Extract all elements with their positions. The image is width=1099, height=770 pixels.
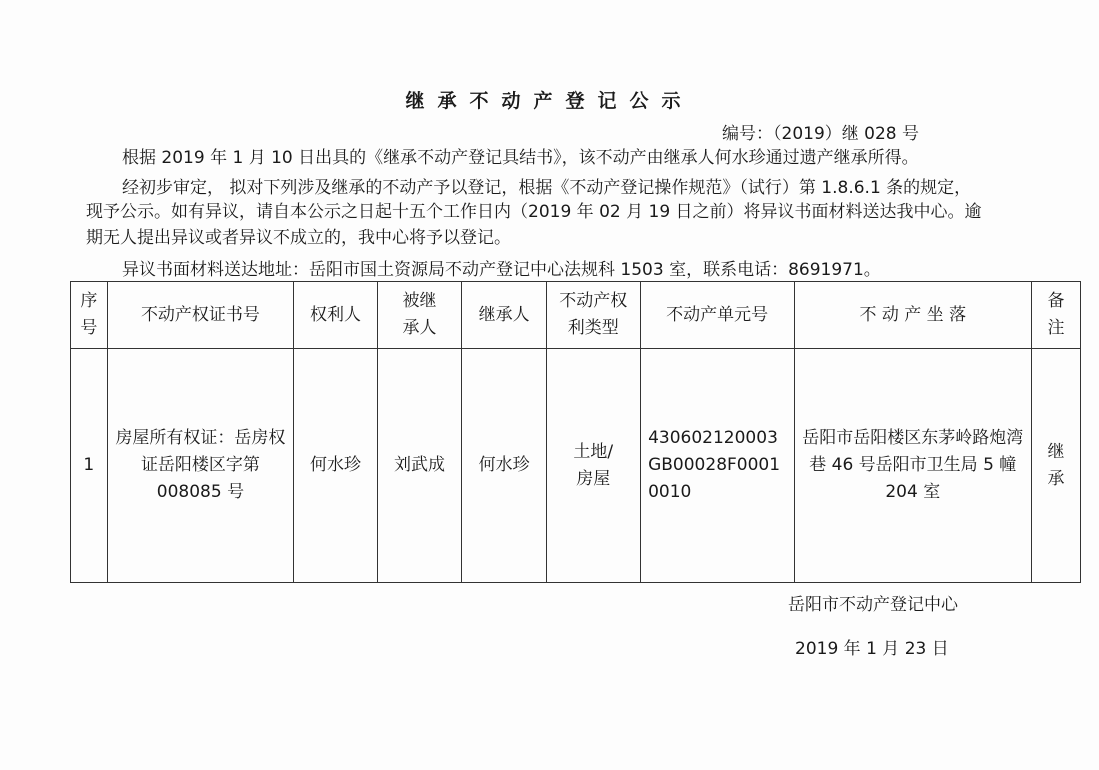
paragraph-review-line-1: 经初步审定， 拟对下列涉及继承的不动产予以登记，根据《不动产登记操作规范》（试行）第 1.8.6.1 条的规定， [122,178,972,198]
cell-remark: 继承 [1032,349,1081,583]
issue-date: 2019 年 1 月 23 日 [795,639,949,659]
header-owner: 权利人 [294,282,378,349]
paragraph-review-line-3: 期无人提出异议或者异议不成立的，我中心将予以登记。 [86,228,511,248]
header-unit-no: 不动产单元号 [640,282,794,349]
header-seq: 序号 [71,282,108,349]
issuer-signature: 岳阳市不动产登记中心 [788,595,958,615]
header-right-type: 不动产权利类型 [546,282,640,349]
cell-right-type: 土地/房屋 [546,349,640,583]
header-remark: 备注 [1032,282,1081,349]
paragraph-objection-address: 异议书面材料送达地址：岳阳市国土资源局不动产登记中心法规科 1503 室，联系电话：8691971。 [122,260,881,280]
paragraph-review-line-2: 现予公示。如有异议，请自本公示之日起十五个工作日内（2019 年 02 月 19 日之前）将异议书面材料送达我中心。逾 [86,202,982,222]
cell-owner: 何水珍 [294,349,378,583]
page-title: 继承不动产登记公示 [405,90,694,112]
cell-decedent: 刘武成 [377,349,462,583]
paragraph-basis: 根据 2019 年 1 月 10 日出具的《继承不动产登记具结书》，该不动产由继承人何水珍通过遗产继承所得。 [122,148,919,168]
cell-unit-no: 430602120003GB00028F00010010 [640,349,794,583]
header-location: 不 动 产 坐 落 [794,282,1031,349]
table-header-row [71,282,1081,349]
cell-location: 岳阳市岳阳楼区东茅岭路炮湾巷 46 号岳阳市卫生局 5 幢 204 室 [794,349,1031,583]
cell-heir: 何水珍 [462,349,547,583]
cell-seq: 1 [71,349,108,583]
table-row [71,349,1081,583]
header-cert-no: 不动产权证书号 [107,282,294,349]
header-heir: 继承人 [462,282,547,349]
registration-table [70,281,1081,583]
header-decedent: 被继承人 [377,282,462,349]
cell-cert-no: 房屋所有权证：岳房权证岳阳楼区字第 008085 号 [107,349,294,583]
document-number: 编号：（2019）继 028 号 [722,124,920,144]
